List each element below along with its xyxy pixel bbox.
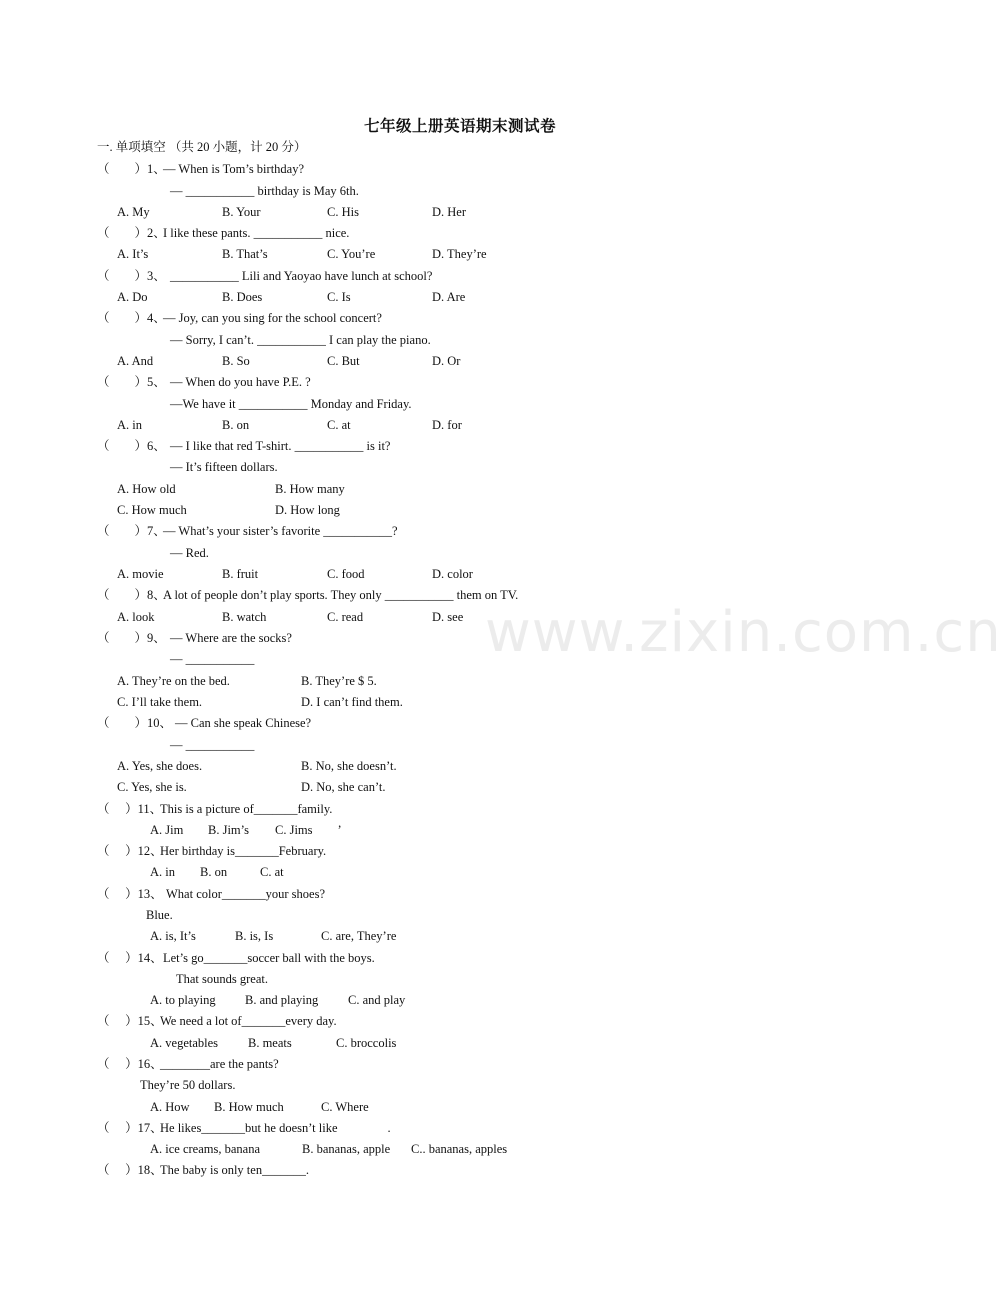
question-stem: — Where are the socks?: [170, 631, 292, 645]
question-number: （ ）18、: [97, 1163, 163, 1177]
answer-option: B. That’s: [222, 247, 268, 261]
question-stem: — I like that red T-shirt. ___________ is it?: [170, 439, 391, 453]
question-dialogue-line: — ___________: [170, 738, 255, 752]
answer-option: A. My: [117, 205, 150, 219]
answer-option: D. No, she can’t.: [301, 780, 386, 794]
answer-option: B. meats: [248, 1036, 292, 1050]
question-number: （ ）8、: [97, 588, 166, 602]
question-number: （ ）2、: [97, 226, 166, 240]
answer-option: B. So: [222, 354, 250, 368]
answer-option: B. How many: [275, 482, 345, 496]
answer-option: B. and playing: [245, 993, 319, 1007]
question-stem: He likes_______but he doesn’t like .: [160, 1121, 391, 1135]
answer-option: C. But: [327, 354, 360, 368]
question-number: （ ）9、: [97, 631, 166, 645]
answer-option: C. and play: [348, 993, 406, 1007]
question-stem: We need a lot of_______every day.: [160, 1014, 337, 1028]
question-stem: I like these pants. ___________ nice.: [163, 226, 350, 240]
question-stem: — When do you have P.E. ?: [170, 375, 311, 389]
question-stem: — Joy, can you sing for the school concert?: [163, 311, 382, 325]
answer-option: C. Is: [327, 290, 351, 304]
section-heading: 一. 单项填空 （共 20 小题，计 20 分）: [97, 140, 307, 154]
question-stem: — What’s your sister’s favorite ___________?: [163, 524, 398, 538]
watermark: www.zixin.com.cn: [485, 600, 1002, 665]
answer-option: A. vegetables: [150, 1036, 219, 1050]
answer-option: B. on: [200, 865, 228, 879]
answer-option: C. at: [260, 865, 284, 879]
answer-option: C. How much: [117, 503, 187, 517]
question-number: （ ）6、: [97, 439, 166, 453]
answer-option: C. broccolis: [336, 1036, 397, 1050]
answer-option: D. color: [432, 567, 473, 581]
answer-option: B. How much: [214, 1100, 284, 1114]
answer-option: C. Where: [321, 1100, 369, 1114]
answer-option: C. Jims ’: [275, 823, 342, 837]
question-stem: ________are the pants?: [160, 1057, 279, 1071]
question-number: （ ）10、: [97, 716, 173, 730]
page-title: 七年级上册英语期末测试卷: [363, 116, 556, 135]
question-number: （ ）3、: [97, 269, 166, 283]
question-dialogue-line: Blue.: [146, 908, 173, 922]
answer-option: B. Jim’s: [208, 823, 249, 837]
answer-option: B. fruit: [222, 567, 259, 581]
answer-option: A. Jim: [150, 823, 184, 837]
answer-option: A. movie: [117, 567, 164, 581]
answer-option: B. is, Is: [235, 929, 274, 943]
question-stem: Her birthday is_______February.: [160, 844, 327, 858]
question-number: （ ）7、: [97, 524, 166, 538]
question-stem: A lot of people don’t play sports. They only ___________ them on TV.: [163, 588, 519, 602]
answer-option: B. Does: [222, 290, 263, 304]
question-number: （ ）17、: [97, 1121, 163, 1135]
answer-option: C. You’re: [327, 247, 376, 261]
answer-option: A. look: [117, 610, 155, 624]
question-number: （ ）4、: [97, 311, 166, 325]
answer-option: D. They’re: [432, 247, 487, 261]
question-stem: Let’s go_______soccer ball with the boys.: [163, 951, 375, 965]
answer-option: C.. bananas, apples: [411, 1142, 508, 1156]
question-stem: — Can she speak Chinese?: [175, 716, 312, 730]
question-dialogue-line: — ___________ birthday is May 6th.: [170, 184, 359, 198]
answer-option: A. And: [117, 354, 154, 368]
answer-option: C. His: [327, 205, 359, 219]
question-dialogue-line: — Red.: [170, 546, 209, 560]
answer-option: A. It’s: [117, 247, 149, 261]
question-stem: What color_______your shoes?: [166, 887, 325, 901]
answer-option: D. Her: [432, 205, 467, 219]
answer-option: D. How long: [275, 503, 340, 517]
answer-option: B. bananas, apple: [302, 1142, 391, 1156]
answer-option: A. is, It’s: [150, 929, 196, 943]
answer-option: A. ice creams, banana: [150, 1142, 261, 1156]
question-stem: ___________ Lili and Yaoyao have lunch at school?: [170, 269, 433, 283]
question-number: （ ）15、: [97, 1014, 163, 1028]
question-stem: — When is Tom’s birthday?: [163, 162, 305, 176]
question-number: （ ）11、: [97, 802, 163, 816]
answer-option: D. Or: [432, 354, 461, 368]
answer-option: B. No, she doesn’t.: [301, 759, 397, 773]
answer-option: A. How old: [117, 482, 176, 496]
question-number: （ ）1、: [97, 162, 166, 176]
answer-option: A. in: [117, 418, 142, 432]
question-dialogue-line: — It’s fifteen dollars.: [170, 460, 278, 474]
answer-option: D. see: [432, 610, 464, 624]
question-dialogue-line: —We have it ___________ Monday and Friday.: [170, 397, 412, 411]
answer-option: B. watch: [222, 610, 267, 624]
answer-option: A. in: [150, 865, 175, 879]
answer-option: C. at: [327, 418, 351, 432]
answer-option: A. Do: [117, 290, 148, 304]
question-dialogue-line: — ___________: [170, 652, 255, 666]
question-stem: This is a picture of_______family.: [160, 802, 333, 816]
answer-option: C. are, They’re: [321, 929, 397, 943]
answer-option: B. Your: [222, 205, 261, 219]
question-stem: The baby is only ten_______.: [160, 1163, 309, 1177]
answer-option: D. for: [432, 418, 462, 432]
answer-option: D. I can’t find them.: [301, 695, 403, 709]
question-number: （ ）14、: [97, 951, 163, 965]
question-number: （ ）12、: [97, 844, 163, 858]
answer-option: A. They’re on the bed.: [117, 674, 230, 688]
question-dialogue-line: — Sorry, I can’t. ___________ I can play the piano.: [170, 333, 431, 347]
question-dialogue-line: They’re 50 dollars.: [140, 1078, 236, 1092]
answer-option: A. How: [150, 1100, 190, 1114]
question-number: （ ）13、: [97, 887, 163, 901]
answer-option: D. Are: [432, 290, 466, 304]
answer-option: C. food: [327, 567, 365, 581]
answer-option: B. on: [222, 418, 250, 432]
answer-option: A. Yes, she does.: [117, 759, 203, 773]
answer-option: A. to playing: [150, 993, 216, 1007]
answer-option: C. read: [327, 610, 364, 624]
question-number: （ ）16、: [97, 1057, 163, 1071]
question-dialogue-line: That sounds great.: [176, 972, 268, 986]
answer-option: C. Yes, she is.: [117, 780, 187, 794]
answer-option: C. I’ll take them.: [117, 695, 203, 709]
answer-option: B. They’re $ 5.: [301, 674, 377, 688]
question-number: （ ）5、: [97, 375, 166, 389]
